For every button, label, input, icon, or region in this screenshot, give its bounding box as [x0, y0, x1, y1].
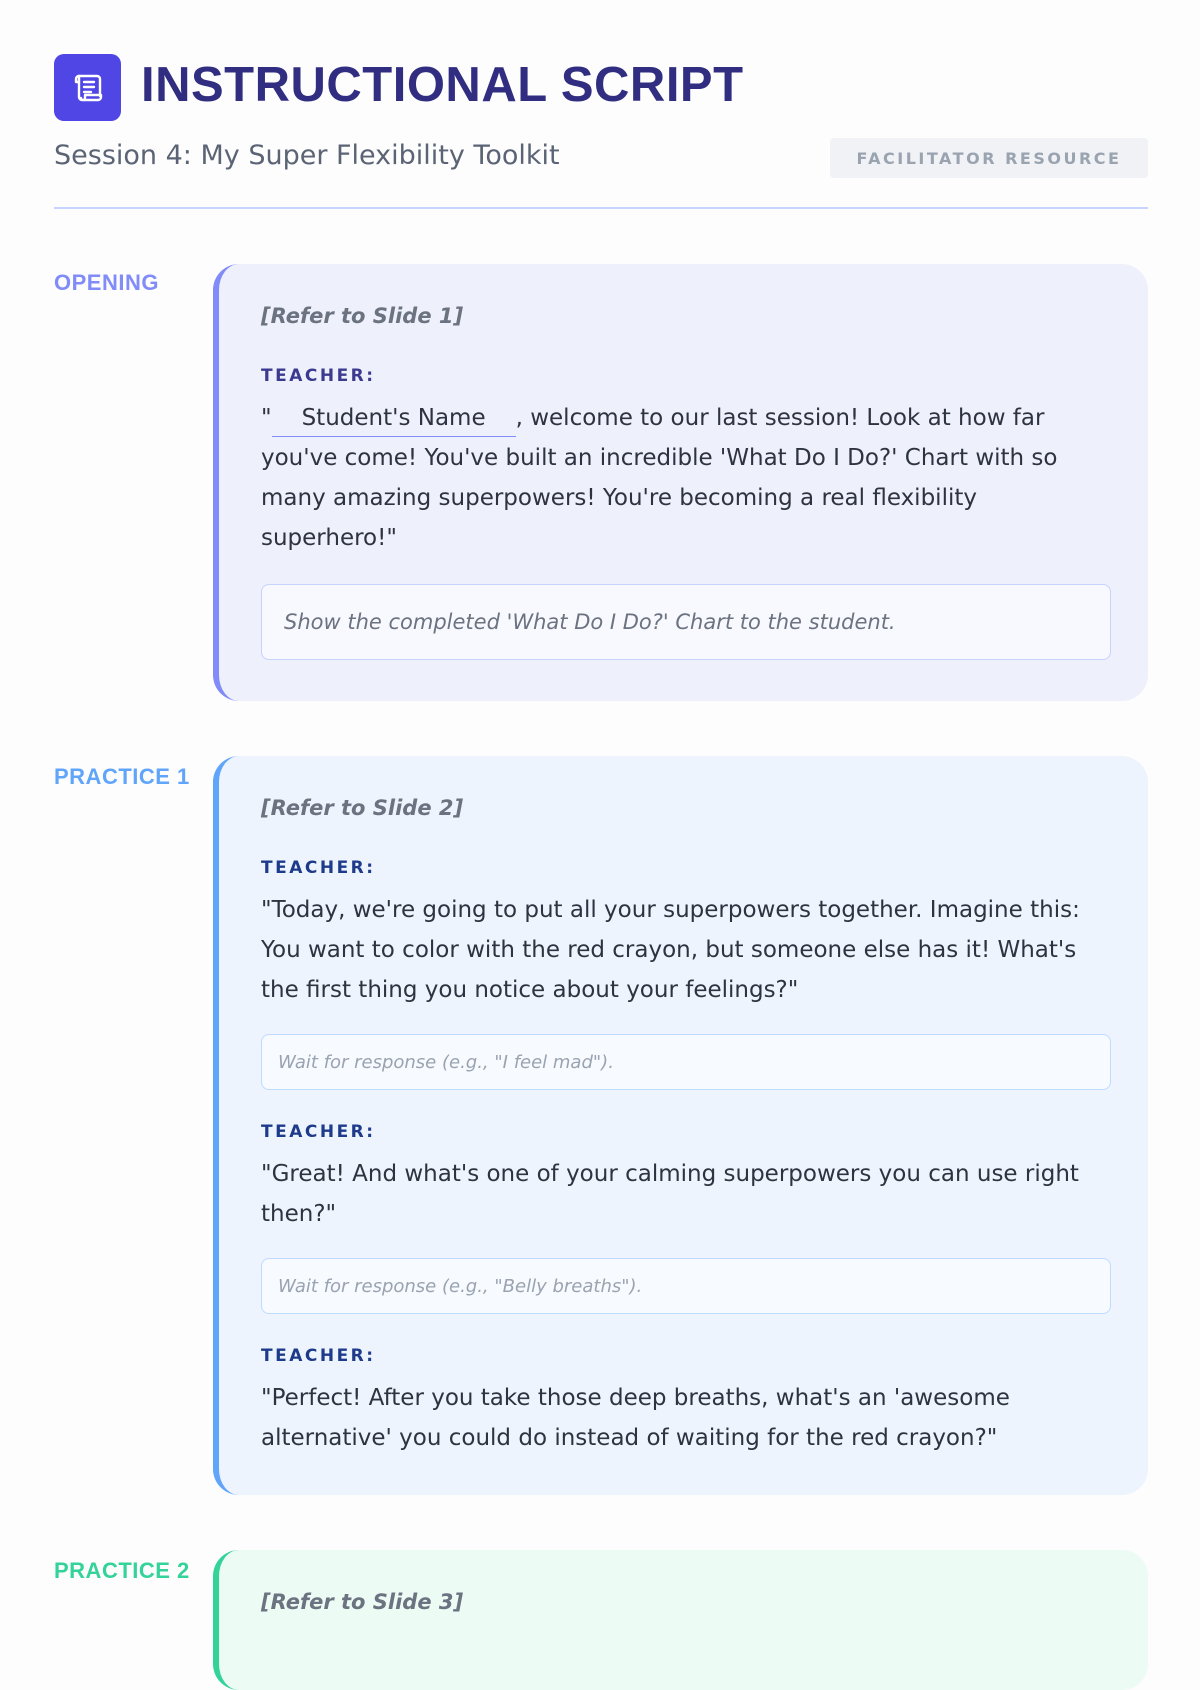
- teacher-speech: "Today, we're going to put all your superpowers together. Imagine this: You want to color with the red crayon, but someone else has it! What's the first thing you notice about your feelings?": [261, 897, 1080, 1003]
- instruction-note: Show the completed 'What Do I Do?' Chart to the student.: [261, 584, 1111, 660]
- section-label-practice-1: PRACTICE 1: [54, 764, 190, 789]
- practice-2-card: [213, 1550, 1148, 1690]
- speaker-label: TEACHER:: [261, 366, 376, 386]
- practice-1-card: [213, 756, 1148, 1495]
- section-label-opening: OPENING: [54, 270, 159, 295]
- teacher-speech: "Great! And what's one of your calming superpowers you can use right then?": [261, 1161, 1079, 1227]
- session-subtitle: Session 4: My Super Flexibility Toolkit: [54, 140, 560, 171]
- page-title: INSTRUCTIONAL SCRIPT: [141, 58, 744, 112]
- opening-card: [213, 264, 1148, 701]
- teacher-speech: [261, 398, 1111, 558]
- response-prompt: Wait for response (e.g., "I feel mad").: [261, 1034, 1111, 1090]
- slide-reference: [Refer to Slide 1]: [261, 304, 464, 328]
- section-label-practice-2: PRACTICE 2: [54, 1558, 190, 1583]
- header-divider: [54, 207, 1148, 209]
- student-name-blank[interactable]: Student's Name: [272, 400, 516, 437]
- scroll-icon: [54, 54, 121, 121]
- speaker-label: TEACHER:: [261, 1346, 376, 1366]
- slide-reference: [Refer to Slide 2]: [261, 796, 464, 820]
- teacher-speech: "Perfect! After you take those deep breaths, what's an 'awesome alternative' you could do instead of waiting for the red crayon?": [261, 1385, 1010, 1451]
- response-prompt: Wait for response (e.g., "Belly breaths").: [261, 1258, 1111, 1314]
- slide-reference: [Refer to Slide 3]: [261, 1590, 464, 1614]
- speaker-label: TEACHER:: [261, 858, 376, 878]
- speech-text: , welcome to our last session! Look at how far you've come! You've built an incredible 'What Do I Do?' Chart with so many amazing superpowers! You're becoming a real flexibility superhero!": [261, 405, 1058, 551]
- speaker-label: TEACHER:: [261, 1122, 376, 1142]
- facilitator-badge: FACILITATOR RESOURCE: [830, 138, 1148, 178]
- quote-mark: ": [261, 405, 272, 431]
